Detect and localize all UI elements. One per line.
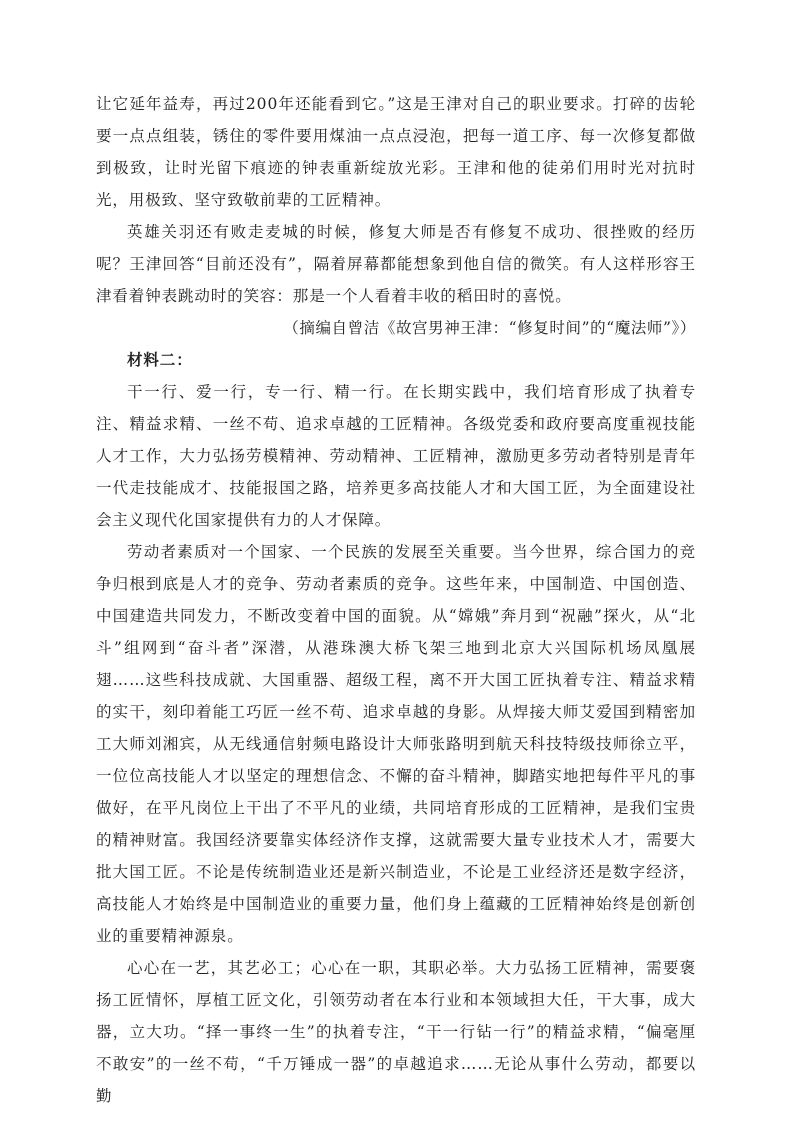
document-page (96, 88, 696, 1112)
paragraph-3: 干一行、爱一行，专一行、精一行。在长期实践中，我们培育形成了执着专注、精益求精、一丝不苟、追求卓越的工匠精神。各级党委和政府要高度重视技能人才工作，大力弘扬劳模精神、劳动精神、工匠精神，激励更多劳动者特别是青年一代走技能成才、技能报国之路，培养更多高技能人才和大国工匠，为全面建设社会主义现代化国家提供有力的人才保障。 (96, 383, 696, 529)
section-heading: 材料二： (127, 350, 193, 369)
paragraph-4: 劳动者素质对一个国家、一个民族的发展至关重要。当今世界，综合国力的竞争归根到底是人才的竞争、劳动者素质的竞争。这些年来，中国制造、中国创造、中国建造共同发力，不断改变着中国的面貌。从“嫦娥”奔月到“祝融”探火，从“北斗”组网到“奋斗者”深潜，从港珠澳大桥飞架三地到北京大兴国际机场凤凰展翅……这些科技成就、大国重器、超级工程，离不开大国工匠执着专注、精益求精的实干，刻印着能工巧匠一丝不苟、追求卓越的身影。从焊接大师艾爱国到精密加工大师刘湘宾，从无线通信射频电路设计大师张路明到航天科技特级技师徐立平，一位位高技能人才以坚定的理想信念、不懈的奋斗精神，脚踏实地把每件平凡的事做好，在平凡岗位上干出了不平凡的业绩，共同培育形成的工匠精神，是我们宝贵的精神财富。我国经济要靠实体经济作支撑，这就需要大量专业技术人才，需要大批大国工匠。不论是传统制造业还是新兴制造业，不论是工业经济还是数字经济，高技能人才始终是中国制造业的重要力量，他们身上蕴藏的工匠精神始终是创新创业的重要精神源泉。 (96, 543, 696, 945)
source-citation: （摘编自曾洁《故宫男神王津：“修复时间”的“魔法师”》） (283, 319, 696, 337)
paragraph-1: 让它延年益寿，再过200年还能看到它。”这是王津对自己的职业要求。打碎的齿轮要一点点组装，锈住的零件要用煤油一点点浸泡，把每一道工序、每一次修复都做到极致，让时光留下痕迹的钟表重新绽放光彩。王津和他的徒弟们用时光对抗时光，用极致、坚守致敬前辈的工匠精神。 (96, 95, 696, 209)
paragraph-5: 心心在一艺，其艺必工；心心在一职，其职必举。大力弘扬工匠精神，需要褒扬工匠情怀，厚植工匠文化，引领劳动者在本行业和本领域担大任，干大事，成大器，立大功。“择一事终一生”的执着专注，“干一行钻一行”的精益求精，“偏毫厘不敢安”的一丝不苟，“千万锤成一器”的卓越追求……无论从事什么劳动，都要以勤 (96, 959, 696, 1105)
paragraph-2: 英雄关羽还有败走麦城的时候，修复大师是否有修复不成功、很挫败的经历呢？王津回答“目前还没有”，隔着屏幕都能想象到他自信的微笑。有人这样形容王津看着钟表跳动时的笑容：那是一个人看着丰收的稻田时的喜悦。 (96, 223, 696, 305)
